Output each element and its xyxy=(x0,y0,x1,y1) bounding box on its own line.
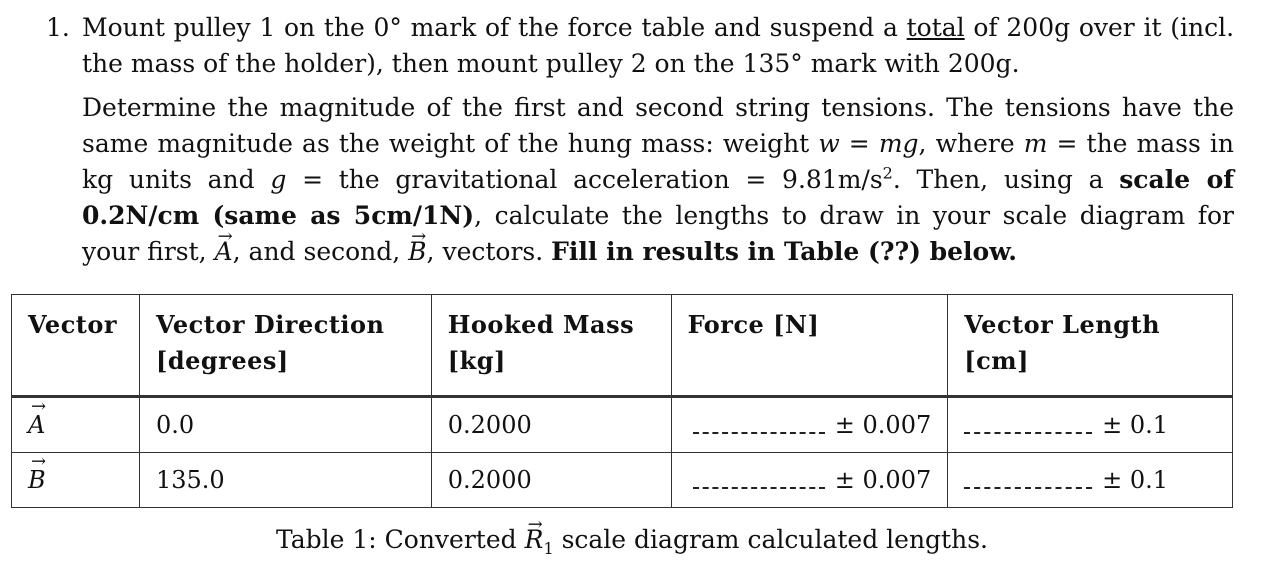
vector-b-symbol: → B xyxy=(408,234,426,270)
mass-cell: 0.2000 xyxy=(431,453,671,508)
force-blank[interactable]: ± 0.007 xyxy=(688,466,932,494)
table-caption: Table 1: Converted → $R_1$ scale diagram calculated lengths. xyxy=(0,522,1264,558)
table-row xyxy=(12,453,1233,508)
results-table xyxy=(11,294,1233,508)
header-length: Vector Length [cm] xyxy=(948,295,1233,397)
header-direction: Vector Direction [degrees] xyxy=(139,295,431,397)
header-vector: Vector xyxy=(12,295,140,397)
length-blank[interactable]: ± 0.1 xyxy=(964,411,1216,439)
item-number: 1. xyxy=(46,13,70,42)
table-header-row xyxy=(12,295,1233,397)
length-blank[interactable]: ± 0.1 xyxy=(964,466,1216,494)
underlined-word: total xyxy=(906,13,965,42)
force-blank[interactable]: ± 0.007 xyxy=(688,411,932,439)
scale-bold-text: scale of 0.2N/cm (same as 5cm/1N) xyxy=(82,165,1234,230)
table-row xyxy=(12,397,1233,453)
instruction-paragraph-2: Determine the magnitude of the first and second string tensions. The tensions have the same magnitude as the weight of the hung mass: weight w = mg, where m = the mass in kg units and g = the gravitational acceleration = $9.81m/s^2$. Then, using a scale of 0.2N/cm (same as 5cm/1N), calculate the lengths to draw in your scale diagram for your first, → A, and second, → B, vectors. Fill in results in Table (??) below. xyxy=(82,90,1234,270)
vector-cell: → B xyxy=(28,466,46,494)
vector-cell: → A xyxy=(28,411,45,439)
fill-in-bold-text: Fill in results in Table (??) below. xyxy=(551,237,1017,266)
vector-a-symbol: → A xyxy=(215,234,233,270)
header-force: Force [N] xyxy=(671,295,948,397)
header-mass: Hooked Mass [kg] xyxy=(431,295,671,397)
instruction-paragraph-1: Mount pulley 1 on the 0° mark of the force table and suspend a total of 200g over it (incl. the mass of the holder), then mount pulley 2 on the 135° mark with 200g. xyxy=(82,13,1235,78)
direction-cell: 0.0 xyxy=(139,397,431,453)
direction-cell: 135.0 xyxy=(139,453,431,508)
vector-r-symbol: → R xyxy=(525,522,544,558)
mass-cell: 0.2000 xyxy=(431,397,671,453)
